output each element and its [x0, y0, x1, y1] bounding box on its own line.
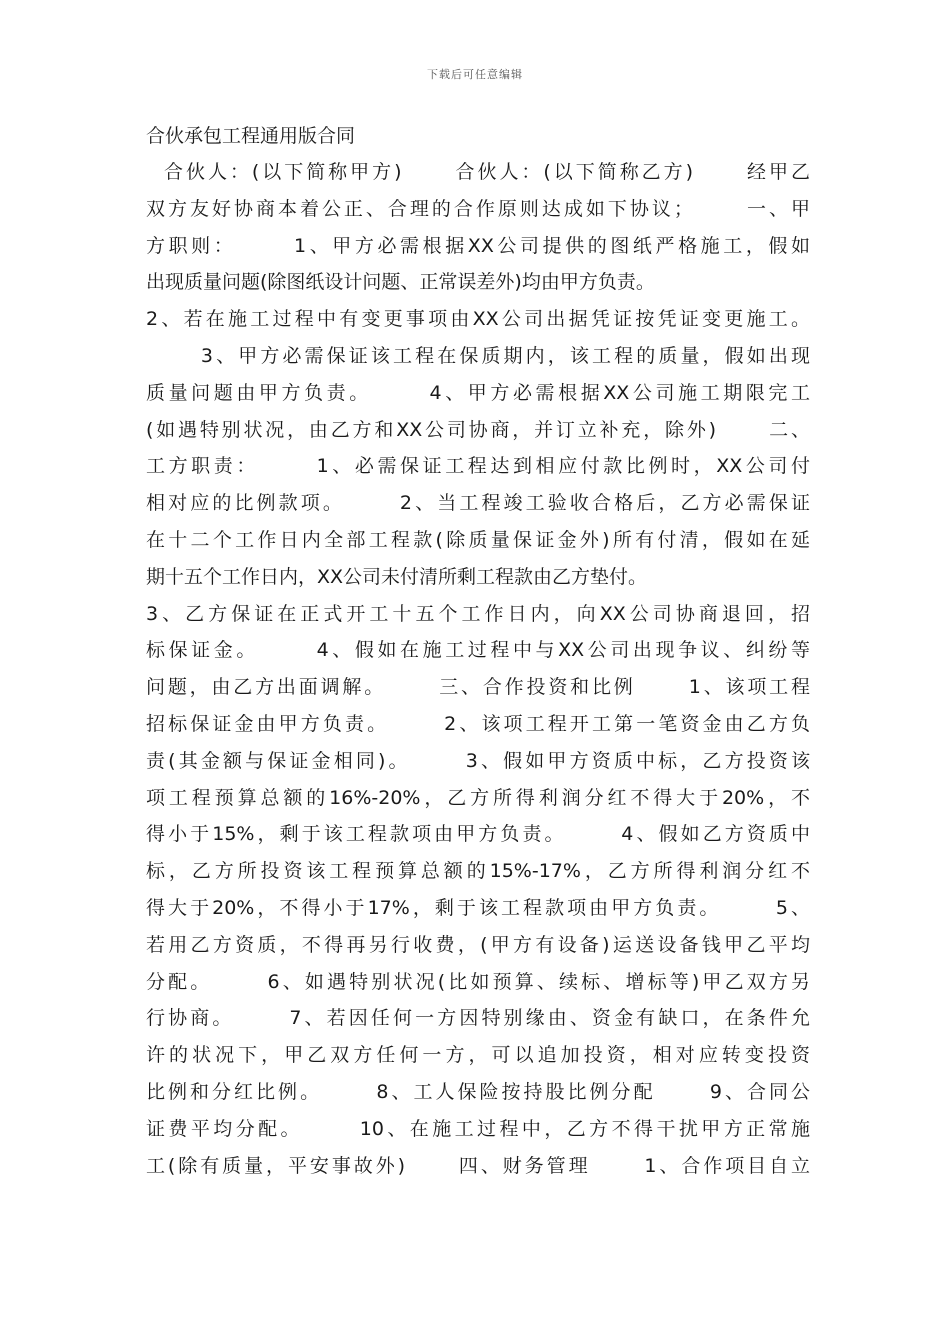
document-line: 双方友好协商本着公正、合理的合作原则达成如下协议； 一、甲: [146, 197, 810, 220]
document-line: 招标保证金由甲方负责。 2、该项工程开工第一笔资金由乙方负: [146, 712, 810, 735]
document-line: 若用乙方资质，不得再另行收费，(甲方有设备)运送设备钱甲乙平均: [146, 933, 810, 956]
document-line: 相对应的比例款项。 2、当工程竣工验收合格后，乙方必需保证: [146, 492, 810, 515]
document-body: [146, 154, 810, 1184]
document-line: 质量问题由甲方负责。 4、甲方必需根据XX公司施工期限完工: [146, 381, 810, 404]
document-line: 标，乙方所投资该工程预算总额的15%-17%，乙方所得利润分红不: [146, 860, 810, 883]
page-header-note: 下载后可任意编辑: [427, 68, 523, 81]
document-line: 期十五个工作日内，XX公司未付清所剩工程款由乙方垫付。: [146, 565, 648, 588]
document-line: 得小于15%，剩于该工程款项由甲方负责。 4、假如乙方资质中: [146, 823, 810, 846]
document-line: 分配。 6、如遇特别状况(比如预算、续标、增标等)甲乙双方另: [146, 970, 810, 993]
document-line: 项工程预算总额的16%-20%，乙方所得利润分红不得大于20%，不: [146, 786, 810, 809]
document-line: 3、甲方必需保证该工程在保质期内，该工程的质量，假如出现: [146, 344, 810, 367]
document-line: 责(其金额与保证金相同)。 3、假如甲方资质中标，乙方投资该: [146, 749, 810, 772]
document-line: 工(除有质量，平安事故外) 四、财务管理 1、合作项目自立: [146, 1154, 810, 1177]
document-title: 合伙承包工程通用版合同: [146, 125, 356, 147]
document-line: 证费平均分配。 10、在施工过程中，乙方不得干扰甲方正常施: [146, 1117, 810, 1140]
document-line: 出现质量问题(除图纸设计问题、正常误差外)均由甲方负责。: [146, 271, 655, 294]
document-line: 工方职责： 1、必需保证工程达到相应付款比例时，XX公司付: [146, 455, 810, 478]
document-line: 3、乙方保证在正式开工十五个工作日内，向XX公司协商退回，招: [146, 602, 810, 625]
document-line: 方职则： 1、甲方必需根据XX公司提供的图纸严格施工，假如: [146, 234, 810, 257]
document-line: (如遇特别状况，由乙方和XX公司协商，并订立补充，除外) 二、: [146, 418, 810, 441]
document-line: 问题，由乙方出面调解。 三、合作投资和比例 1、该项工程: [146, 676, 810, 699]
document-line: 在十二个工作日内全部工程款(除质量保证金外)所有付清，假如在延: [146, 528, 810, 551]
document-line: 标保证金。 4、假如在施工过程中与XX公司出现争议、纠纷等: [146, 639, 810, 662]
document-line: 行协商。 7、若因任何一方因特别缘由、资金有缺口，在条件允: [146, 1007, 810, 1030]
document-line: 许的状况下，甲乙双方任何一方，可以追加投资，相对应转变投资: [146, 1044, 810, 1067]
document-line: 比例和分红比例。 8、工人保险按持股比例分配 9、合同公: [146, 1080, 810, 1103]
document-line: 2、若在施工过程中有变更事项由XX公司出据凭证按凭证变更施工。: [146, 308, 810, 331]
document-line: 合伙人：(以下简称甲方) 合伙人：(以下简称乙方) 经甲乙: [146, 161, 810, 183]
document-line: 得大于20%，不得小于17%，剩于该工程款项由甲方负责。 5、: [146, 896, 810, 919]
